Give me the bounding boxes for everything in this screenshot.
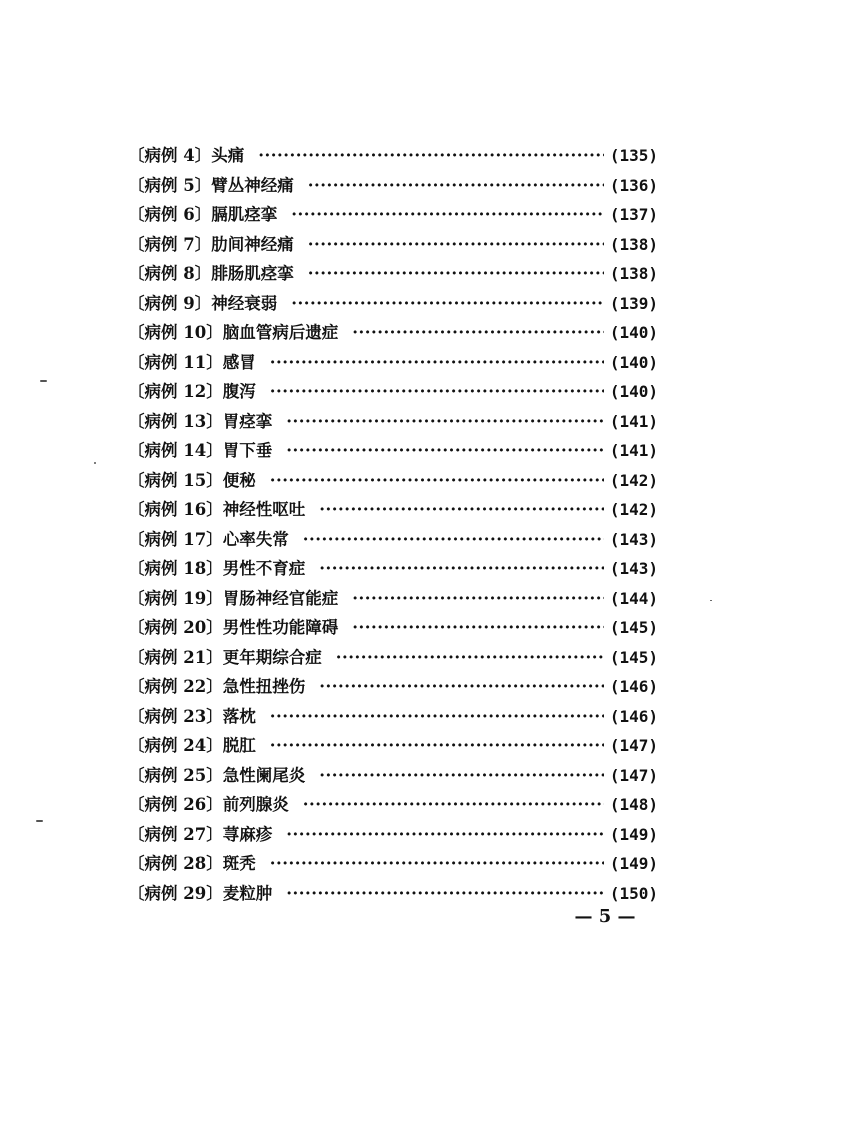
- dot-leader: [286, 436, 604, 466]
- toc-entry: [128, 318, 658, 348]
- toc-entry-label: 〔病例 14〕胃下垂: [128, 441, 273, 460]
- toc-entry: [128, 643, 658, 673]
- dot-leader: [319, 672, 604, 702]
- scan-speck: [36, 820, 43, 822]
- dot-leader: [319, 495, 604, 525]
- toc-entry: [128, 731, 658, 761]
- toc-entry-page: (143): [609, 559, 658, 578]
- dot-leader: [308, 171, 604, 201]
- dot-leader: [270, 849, 604, 879]
- toc-entry: [128, 584, 658, 614]
- toc-entry-page: (135): [609, 146, 658, 165]
- toc-entry-label: 〔病例 15〕便秘: [128, 470, 256, 490]
- toc-entry: [128, 230, 658, 260]
- toc-entry: [128, 820, 658, 850]
- toc-entry: [128, 672, 658, 702]
- toc-entry-page: (144): [609, 588, 658, 608]
- toc-entry: [128, 879, 658, 909]
- toc-entry-page: (148): [609, 795, 658, 814]
- toc-entry-page: (143): [609, 529, 658, 549]
- toc-entry: [128, 348, 658, 378]
- toc-entry-label: 〔病例 5〕臂丛神经痛: [128, 175, 294, 195]
- toc-entry: [128, 702, 658, 732]
- toc-entry-page: (136): [609, 175, 658, 195]
- dot-leader: [319, 554, 604, 584]
- toc-entry: [128, 613, 658, 643]
- dot-leader: [291, 200, 604, 230]
- toc-entry-label: 〔病例 17〕心率失常: [128, 529, 289, 549]
- toc-entry: [128, 289, 658, 319]
- toc-entry-page: (146): [609, 706, 658, 726]
- dot-leader: [270, 702, 604, 732]
- toc-entry: [128, 200, 658, 230]
- toc-entry-label: 〔病例 29〕麦粒肿: [128, 883, 273, 903]
- toc-entry-page: (149): [609, 854, 658, 873]
- toc-entry-label: 〔病例 21〕更年期综合症: [128, 647, 322, 667]
- toc-entry-label: 〔病例 11〕感冒: [128, 352, 256, 372]
- toc-entry: [128, 466, 658, 496]
- scan-speck: [94, 462, 96, 464]
- dot-leader: [303, 790, 604, 820]
- toc-entry: [128, 495, 658, 525]
- toc-entry: [128, 407, 658, 437]
- toc-entry: [128, 849, 658, 879]
- toc-entry-label: 〔病例 8〕腓肠肌痉挛: [128, 264, 294, 283]
- toc-entry: [128, 377, 658, 407]
- dot-leader: [270, 377, 604, 407]
- dot-leader: [308, 230, 604, 260]
- toc-entry: [128, 790, 658, 820]
- toc-entry-label: 〔病例 22〕急性扭挫伤: [128, 677, 306, 696]
- dot-leader: [352, 613, 604, 643]
- dot-leader: [270, 348, 604, 378]
- toc-entry-label: 〔病例 27〕荨麻疹: [128, 824, 273, 844]
- toc-entry-label: 〔病例 24〕脱肛: [128, 736, 256, 755]
- toc-entry-label: 〔病例 23〕落枕: [128, 706, 256, 726]
- toc-entry-label: 〔病例 19〕胃肠神经官能症: [128, 588, 339, 608]
- dot-leader: [286, 820, 604, 850]
- toc-entry-page: (142): [609, 500, 658, 519]
- toc-entry-label: 〔病例 26〕前列腺炎: [128, 795, 289, 814]
- toc-entry-page: (147): [609, 765, 658, 785]
- scan-speck: [710, 600, 712, 601]
- scan-speck: [40, 380, 47, 382]
- toc-entry-label: 〔病例 6〕膈肌痉挛: [128, 205, 278, 224]
- dot-leader: [286, 407, 604, 437]
- toc-entry-label: 〔病例 12〕腹泻: [128, 382, 256, 401]
- toc-entry: [128, 554, 658, 584]
- toc-entry-page: (145): [609, 647, 658, 667]
- toc-entry-label: 〔病例 16〕神经性呕吐: [128, 500, 306, 519]
- toc-entry-label: 〔病例 18〕男性不育症: [128, 559, 306, 578]
- toc-entry-label: 〔病例 7〕肋间神经痛: [128, 234, 294, 254]
- toc-entry-label: 〔病例 20〕男性性功能障碍: [128, 618, 339, 637]
- toc-entry-page: (140): [609, 382, 658, 401]
- dot-leader: [352, 584, 604, 614]
- toc-entry-label: 〔病例 13〕胃痉挛: [128, 411, 273, 431]
- toc-entry-page: (140): [609, 352, 658, 372]
- toc-entry-page: (139): [609, 293, 658, 313]
- table-of-contents: [128, 141, 658, 908]
- dot-leader: [286, 879, 604, 909]
- toc-entry-label: 〔病例 4〕头痛: [128, 146, 245, 165]
- toc-entry-label: 〔病例 9〕神经衰弱: [128, 293, 278, 313]
- dot-leader: [291, 289, 604, 319]
- toc-entry-page: (138): [609, 264, 658, 283]
- dot-leader: [319, 761, 604, 791]
- toc-entry: [128, 141, 658, 171]
- toc-entry-page: (141): [609, 441, 658, 460]
- dot-leader: [303, 525, 604, 555]
- toc-entry-page: (138): [609, 234, 658, 254]
- toc-entry: [128, 259, 658, 289]
- toc-entry-page: (141): [609, 411, 658, 431]
- toc-entry-page: (142): [609, 470, 658, 490]
- toc-entry-page: (140): [609, 323, 658, 342]
- toc-entry-label: 〔病例 28〕斑秃: [128, 854, 256, 873]
- toc-entry-label: 〔病例 25〕急性阑尾炎: [128, 765, 306, 785]
- dot-leader: [270, 731, 604, 761]
- toc-entry-page: (147): [609, 736, 658, 755]
- toc-entry-page: (149): [609, 824, 658, 844]
- toc-entry: [128, 436, 658, 466]
- toc-entry-label: 〔病例 10〕脑血管病后遗症: [128, 323, 339, 342]
- toc-entry: [128, 525, 658, 555]
- toc-entry-page: (150): [609, 883, 658, 903]
- toc-entry-page: (146): [609, 677, 658, 696]
- dot-leader: [308, 259, 604, 289]
- dot-leader: [258, 141, 604, 171]
- toc-entry-page: (145): [609, 618, 658, 637]
- toc-entry: [128, 761, 658, 791]
- toc-entry: [128, 171, 658, 201]
- dot-leader: [336, 643, 604, 673]
- dot-leader: [270, 466, 604, 496]
- toc-entry-page: (137): [609, 205, 658, 224]
- page-number: — 5 —: [574, 906, 636, 927]
- dot-leader: [352, 318, 604, 348]
